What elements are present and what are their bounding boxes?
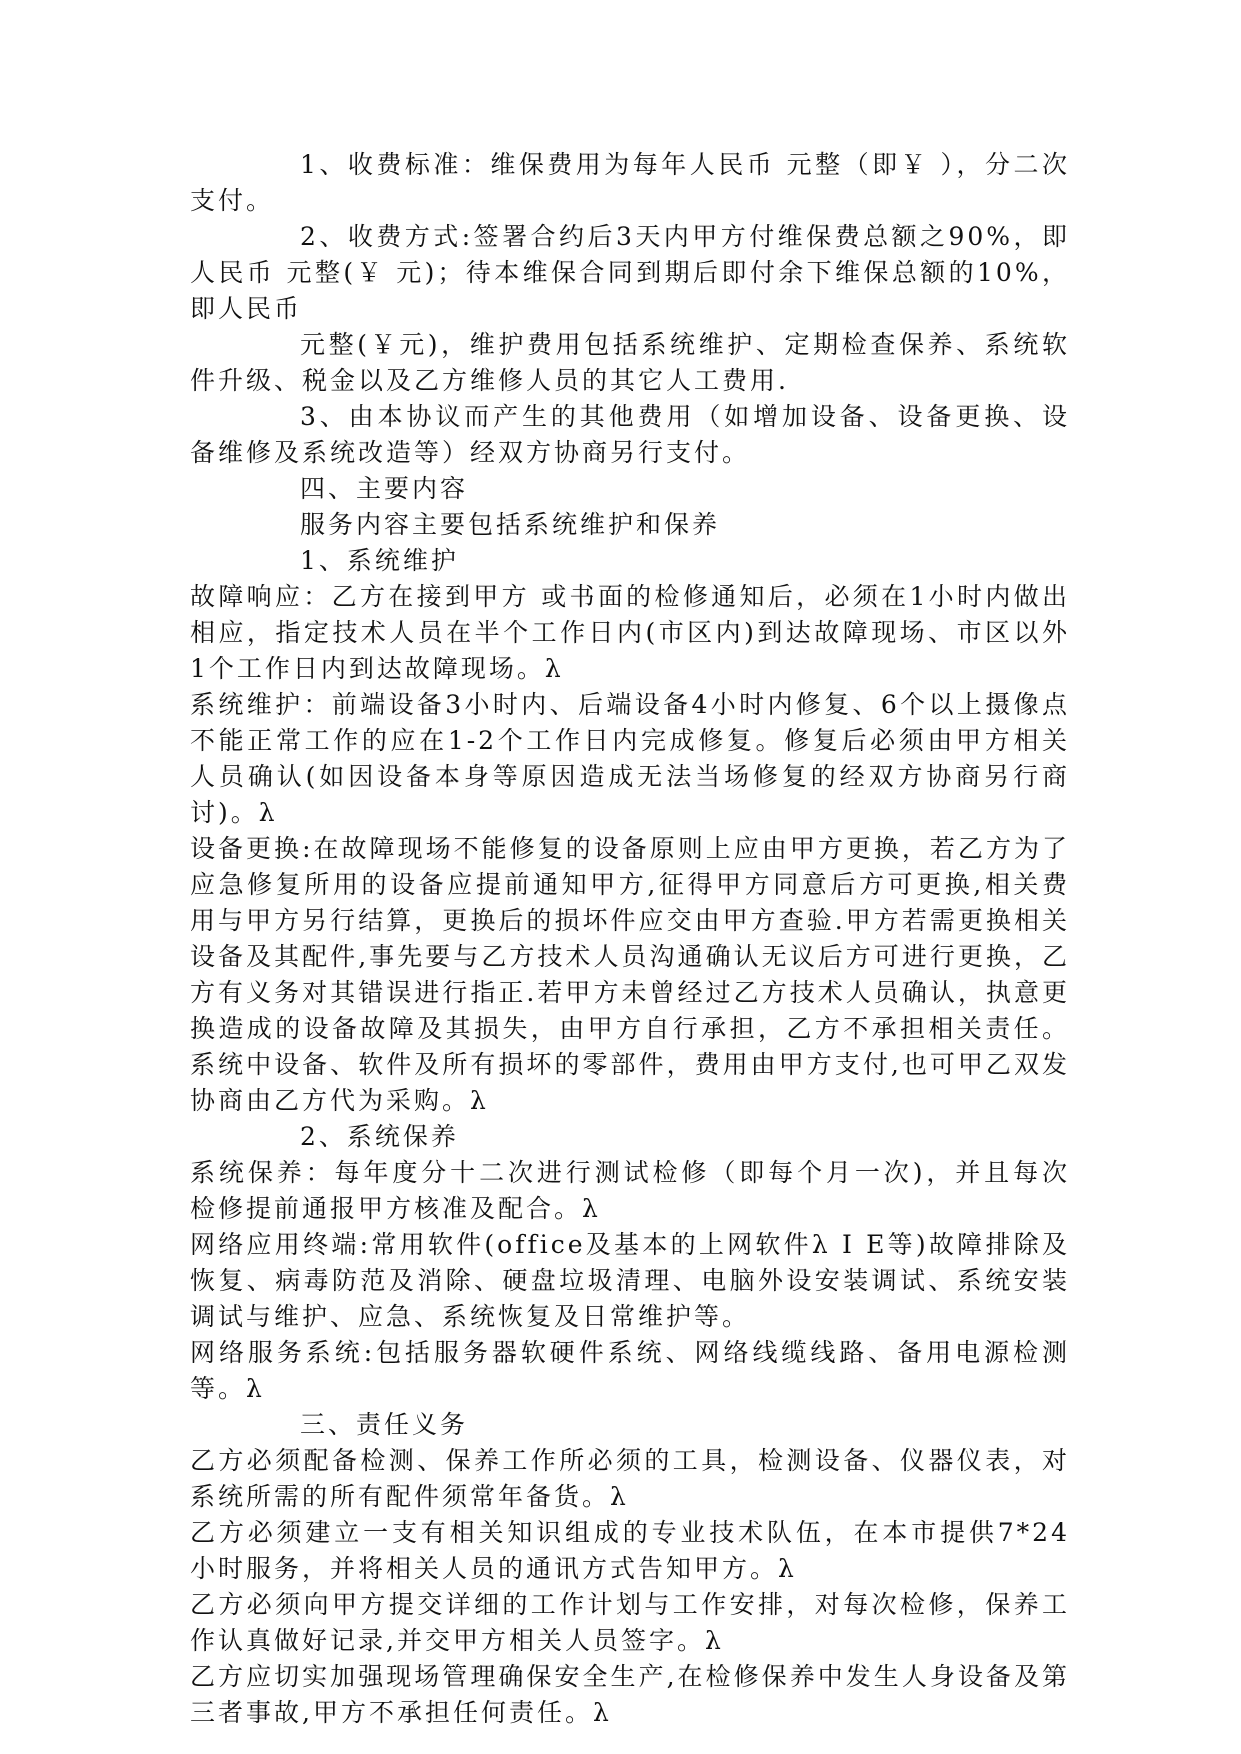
paragraph-fault-response: 故障响应：乙方在接到甲方 或书面的检修通知后，必须在1小时内做出相应，指定技术人员在半个工作日内(市区内)到达故障现场、市区以外1个工作日内到达故障现场。λ [190,582,1070,683]
paragraph-system-repair: 系统维护：前端设备3小时内、后端设备4小时内修复、6个以上摄像点不能正常工作的应在1-2个工作日内完成修复。修复后必须由甲方相关人员确认(如因设备本身等原因造成无法当场修复的经双方协商另行商讨)。λ [190,690,1070,827]
heading-system-upkeep: 2、系统保养 [300,1122,459,1151]
paragraph-duty-team: 乙方必须建立一支有相关知识组成的专业技术队伍，在本市提供7*24小时服务，并将相关人员的通讯方式告知甲方。λ [190,1518,1070,1583]
paragraph-duty-tools: 乙方必须配备检测、保养工作所必须的工具，检测设备、仪器仪表，对系统所需的所有配件须常年备货。λ [190,1446,1070,1511]
paragraph-fee-other: 3、由本协议而产生的其他费用（如增加设备、设备更换、设备维修及系统改造等）经双方协商另行支付。 [190,402,1070,467]
paragraph-network-service: 网络服务系统:包括服务器软硬件系统、网络线缆线路、备用电源检测等。λ [190,1338,1070,1403]
paragraph-fee-scope: 元整(￥元)，维护费用包括系统维护、定期检查保养、系统软件升级、税金以及乙方维修人员的其它人工费用. [190,330,1070,395]
paragraph-fee-method: 2、收费方式:签署合约后3天内甲方付维保费总额之90%，即人民币 元整(￥ 元)；待本维保合同到期后即付余下维保总额的10%，即人民币 [190,222,1070,323]
paragraph-duty-plan: 乙方必须向甲方提交详细的工作计划与工作安排，对每次检修，保养工作认真做好记录,并交甲方相关人员签字。λ [190,1590,1070,1655]
paragraph-equipment-replacement: 设备更换:在故障现场不能修复的设备原则上应由甲方更换，若乙方为了应急修复所用的设备应提前通知甲方,征得甲方同意后方可更换,相关费用与甲方另行结算，更换后的损坏件应交由甲方查验.甲方若需更换相关设备及其配件,事先要与乙方技术人员沟通确认无议后方可进行更换，乙方有义务对其错误进行指正.若甲方未曾经过乙方技术人员确认，执意更换造成的设备故障及其损失，由甲方自行承担，乙方不承担相关责任。系统中设备、软件及所有损坏的零部件，费用由甲方支付,也可甲乙双发协商由乙方代为采购。λ [190,834,1070,1115]
paragraph-duty-safety: 乙方应切实加强现场管理确保安全生产,在检修保养中发生人身设备及第三者事故,甲方不承担任何责任。λ [190,1662,1070,1727]
document-body [190,147,1070,1731]
paragraph-network-terminal: 网络应用终端:常用软件(office及基本的上网软件λ I E等)故障排除及恢复、病毒防范及消除、硬盘垃圾清理、电脑外设安装调试、系统安装调试与维护、应急、系统恢复及日常维护等。 [190,1230,1070,1331]
paragraph-system-upkeep: 系统保养：每年度分十二次进行测试检修（即每个月一次)，并且每次检修提前通报甲方核准及配合。λ [190,1158,1070,1223]
paragraph-fee-standard: 1、收费标准：维保费用为每年人民币 元整（即￥ ），分二次支付。 [190,150,1070,215]
heading-system-maintenance: 1、系统维护 [300,546,459,575]
paragraph-service-summary: 服务内容主要包括系统维护和保养 [300,510,721,539]
heading-main-content: 四、主要内容 [300,474,469,503]
heading-responsibility: 三、责任义务 [300,1410,469,1439]
